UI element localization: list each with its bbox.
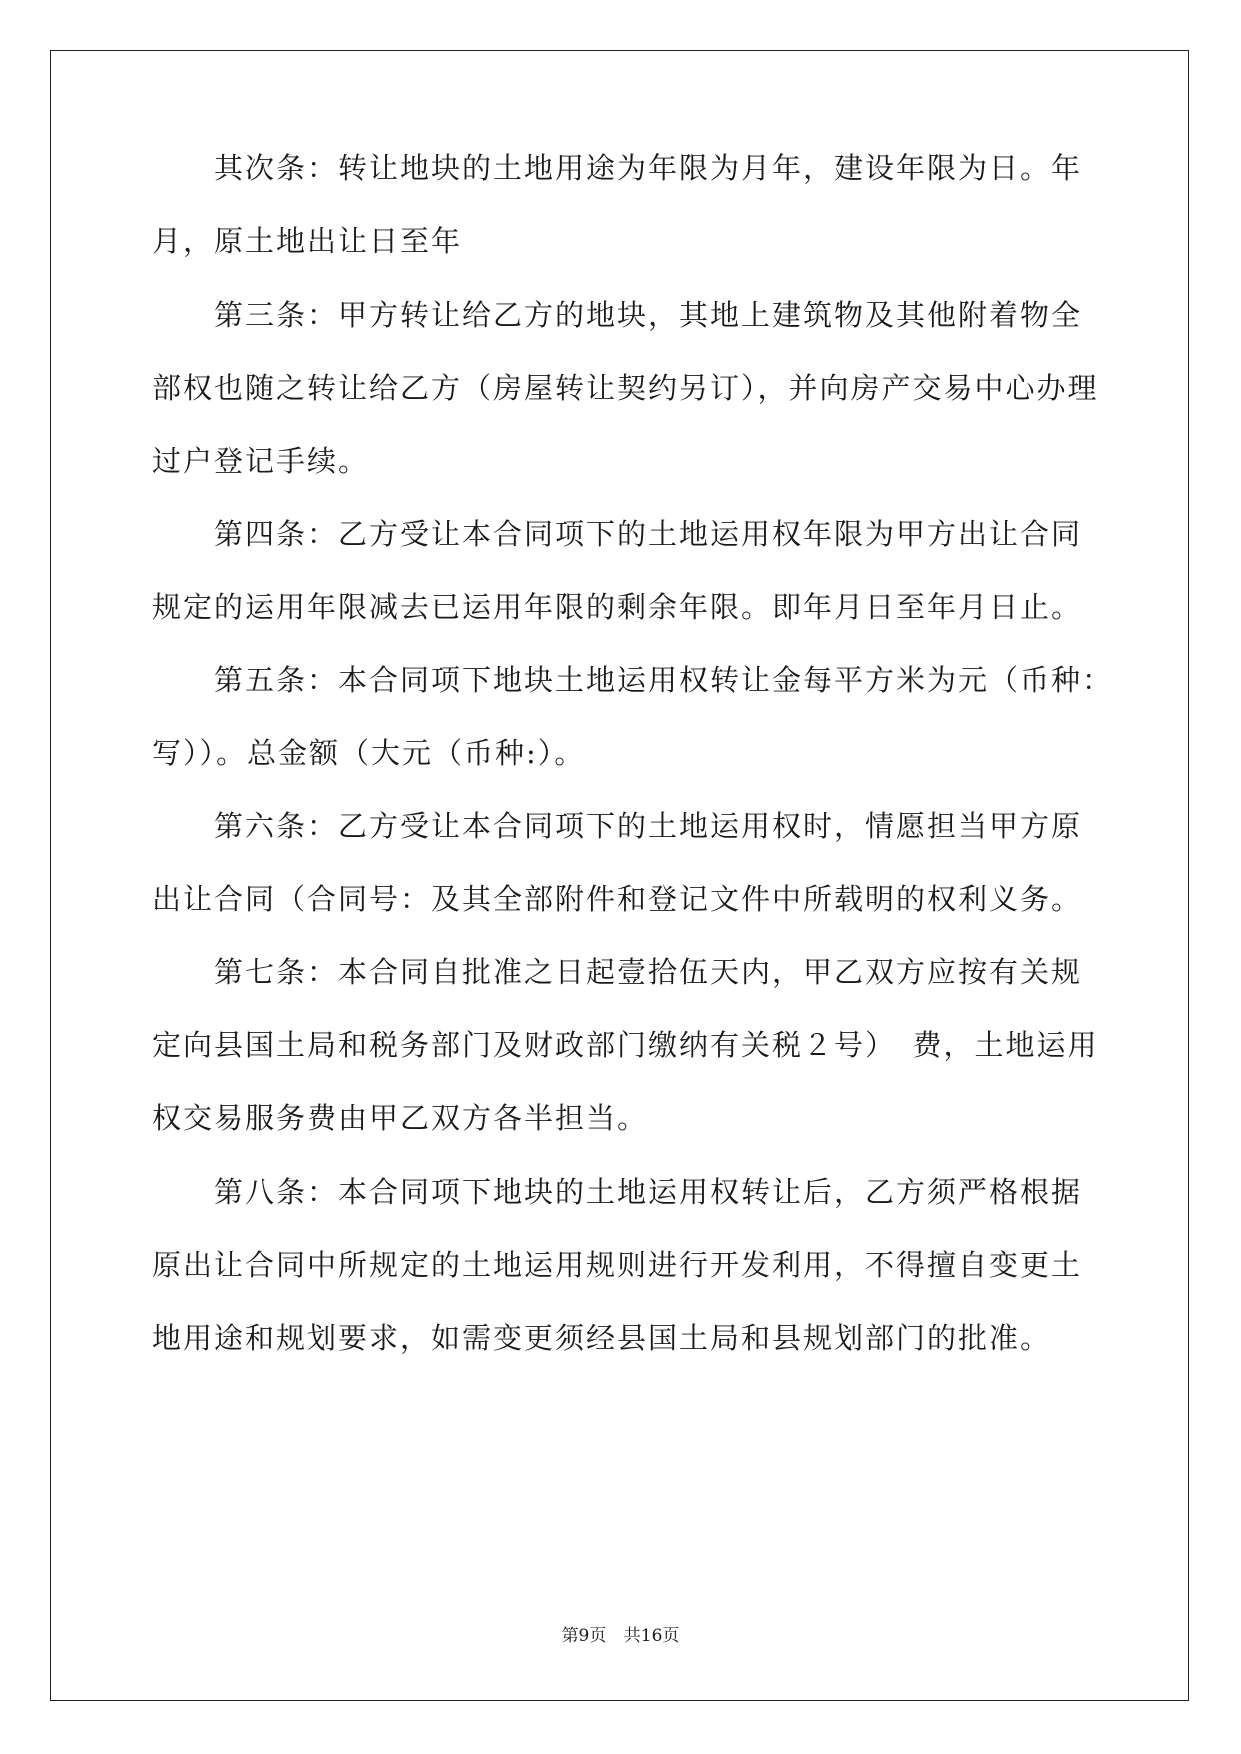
page-number: 第9页 <box>561 1626 607 1646</box>
text-line: 定向县国土局和税务部门及财政部门缴纳有关税２号） 费，土地运用 <box>152 1028 1099 1062</box>
document-body <box>152 151 1114 1355</box>
text-line: 部权也随之转让给乙方（房屋转让契约另订），并向房产交易中心办理 <box>152 371 1099 405</box>
text-line: 第四条：乙方受让本合同项下的土地运用权年限为甲方出让合同 <box>152 517 1083 551</box>
text-line: 第七条：本合同自批准之日起壹拾伍天内，甲乙双方应按有关规 <box>152 955 1083 989</box>
text-line: 原出让合同中所规定的土地运用规则进行开发利用，不得擅自变更土 <box>152 1248 1083 1282</box>
text-line: 第六条：乙方受让本合同项下的土地运用权时，情愿担当甲方原 <box>152 809 1083 843</box>
text-line: 第三条：甲方转让给乙方的地块，其地上建筑物及其他附着物全 <box>152 298 1083 332</box>
text-line: 第八条：本合同项下地块的土地运用权转让后，乙方须严格根据 <box>152 1175 1083 1209</box>
page-total: 共16页 <box>623 1626 680 1646</box>
text-line: 月，原土地出让日至年 <box>152 224 463 258</box>
text-line: 过户登记手续。 <box>152 444 370 478</box>
text-line: 第五条：本合同项下地块土地运用权转让金每平方米为元（币种： <box>152 663 1114 697</box>
text-line: 其次条：转让地块的土地用途为年限为月年，建设年限为日。年 <box>152 151 1083 185</box>
text-line: 写））。总金额（大元（币种:）。 <box>152 736 586 770</box>
text-line: 规定的运用年限减去已运用年限的剩余年限。即年月日至年月日止。 <box>152 590 1083 624</box>
text-line: 出让合同（合同号：及其全部附件和登记文件中所载明的权利义务。 <box>152 882 1083 916</box>
text-line: 权交易服务费由甲乙双方各半担当。 <box>152 1101 649 1135</box>
page-footer <box>0 1625 1241 1647</box>
text-line: 地用途和规划要求，如需变更须经县国土局和县规划部门的批准。 <box>152 1321 1052 1355</box>
